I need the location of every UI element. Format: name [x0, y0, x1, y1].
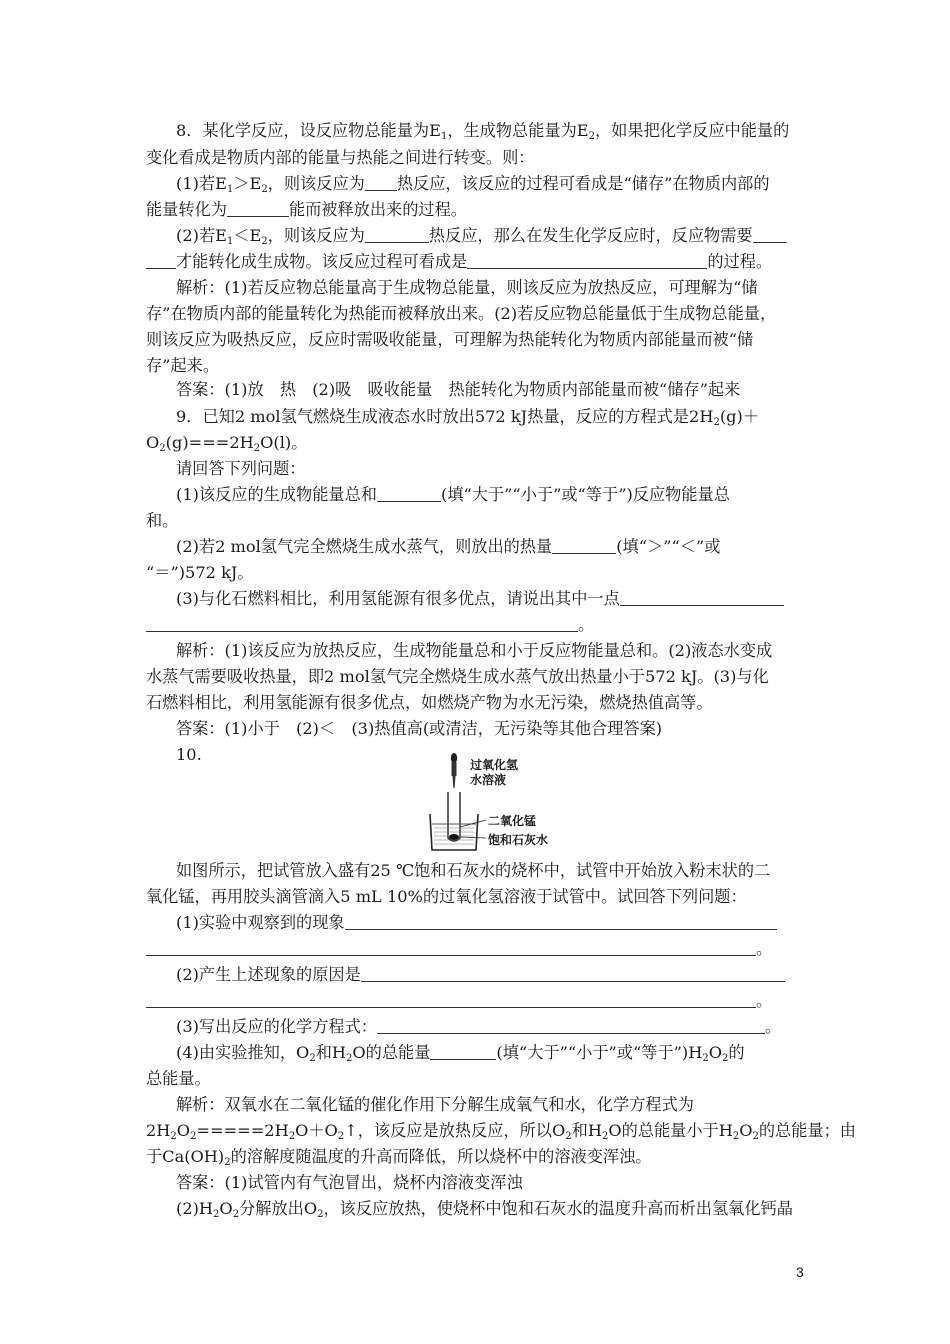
label-limewater: 饱和石灰水 — [488, 833, 549, 847]
q10-analysis-line3: 于$Ca(OH)_2$的溶解度随温度的升高而降低，所以烧杯中的溶液变浑浊。 — [146, 1147, 652, 1168]
q10-part1-line1: (1)实验中观察到的现象 — [176, 910, 777, 936]
q10-part4-line2: 总能量。 — [146, 1069, 211, 1088]
q9-part3-line2: 。 — [146, 612, 594, 638]
q9-part1-line1: (1)该反应的生成物能量总和 (填“大于”“小于”或“等于”)反应物能量总 — [176, 485, 730, 504]
q10-part2-line2: 。 — [146, 988, 772, 1014]
limewater-pointer — [460, 837, 486, 838]
q8-part2-line1: (2)若$E_1<E_2$，则该反应为 热反应，那么在发生化学反应时，反应物需要 — [176, 223, 787, 249]
q10-part4-line1: (4)由实验推知，$O_2$和$H_2O$的总能量 (填“大于”“小于”或“等于$”)H_2O_2$的 — [176, 1043, 745, 1064]
q10-answer-line2: $(2)H_2O_2$分解放出$O_2$，该反应放热，使烧杯中饱和石灰水的温度升高而析出氢氧化钙晶 — [176, 1199, 793, 1220]
q8-analysis-line4: 存”起来。 — [146, 356, 220, 375]
q10-stem-line2: 氧化锰，再用胶头滴管滴入5 mL 10%的过氧化氢溶液于试管中。试回答下列问题： — [146, 887, 747, 906]
q10-blank-4[interactable] — [430, 1041, 496, 1060]
q8-stem-line1: 8．某化学反应，设反应物总能量为$E_1$，生成物总能量为$E_2$，如果把化学反应中能量的 — [176, 121, 790, 142]
q8-blank-2[interactable] — [227, 198, 289, 217]
q10-stem-line1: 如图所示，把试管放入盛有25 ℃饱和石灰水的烧杯中，试管中开始放入粉末状的二 — [176, 861, 771, 880]
q8-blank-3[interactable] — [365, 224, 429, 243]
q8-analysis-line3: 则该反应为吸热反应，反应时需吸收能量，可理解为热能转化为物质内部能量而被“储 — [146, 330, 754, 349]
q9-analysis-line3: 石燃料相比，利用氢能源有很多优点，如燃烧产物为水无污染，燃烧热值高等。 — [146, 693, 713, 712]
q9-prompt: 请回答下列问题： — [176, 459, 306, 478]
page-number: 3 — [796, 1264, 804, 1280]
q10-blank-1[interactable] — [345, 911, 777, 930]
q10-analysis-line2: $2H_2O_2=====2H_2O+O_2↑$，该反应是放热反应，所以$O_2$和$H_2O$的总能量小于$H_2O_2$的总能量；由 — [146, 1121, 856, 1142]
q10-analysis-line1: 解析：双氧水在二氧化锰的催化作用下分解生成氧气和水，化学方程式为 — [176, 1095, 694, 1114]
q10-blank-1-cont[interactable] — [146, 937, 756, 956]
q10-blank-2-cont[interactable] — [146, 989, 756, 1008]
q8-part1-line2: 能量转化为 能而被释放出来的过程。 — [146, 200, 467, 219]
q10-part3: (3)写出反应的化学方程式： 。 — [176, 1017, 782, 1036]
test-tube-icon — [448, 792, 460, 841]
q9-blank-3[interactable] — [620, 587, 784, 606]
q10-blank-3[interactable] — [377, 1015, 765, 1034]
q9-part2-line1: (2)若2 mol氢气完全燃烧生成水蒸气，则放出的热量 (填“＞”“＜”或 — [176, 537, 721, 556]
q9-stem-line1: 9．已知2 mol氢气燃烧生成液态水时放出572 kJ热量，反应的方程式是$2H_2(g)+$ — [176, 407, 760, 428]
q8-part2-line2: 才能转化成生成物。该反应过程可看成是 的过程。 — [146, 249, 772, 275]
q8-analysis-line1: 解析：(1)若反应物总能量高于生成物总能量，则该反应为放热反应，可理解为“储 — [176, 278, 758, 297]
label-h2o2-line2: 水溶液 — [470, 773, 507, 787]
q9-analysis-line2: 水蒸气需要吸收热量，即2 mol氢气完全燃烧生成水蒸气放出热量小于572 kJ。(3)与化 — [146, 667, 769, 686]
label-h2o2-line1: 过氧化氢 — [470, 758, 519, 772]
q10-part1-line2: 。 — [146, 936, 772, 962]
q8-stem-line2: 变化看成是物质内部的能量与热能之间进行转变。则： — [146, 148, 535, 167]
q8-blank-4-cont[interactable] — [146, 250, 176, 269]
q9-analysis-line1: 解析：(1)该反应为放热反应，生成物能量总和小于反应物能量总和。(2)液态水变成 — [176, 641, 773, 660]
dropper-icon — [451, 753, 457, 788]
q10-blank-2[interactable] — [361, 963, 785, 982]
beaker-icon — [430, 814, 478, 850]
q9-answer: 答案：(1)小于 (2)＜ (3)热值高(或清洁，无污染等其他合理答案) — [176, 719, 663, 738]
q9-stem-line2: $O_2(g)===2H_2O(l)$。 — [146, 433, 308, 454]
q9-blank-1[interactable] — [377, 483, 441, 502]
q10-part2-line1: (2)产生上述现象的原因是 — [176, 962, 785, 988]
q10-answer-line1: 答案：(1)试管内有气泡冒出，烧杯内溶液变浑浊 — [176, 1173, 523, 1192]
mno2-powder-icon — [449, 834, 459, 840]
q9-part3-line1: (3)与化石燃料相比，利用氢能源有很多优点，请说出其中一点 — [176, 586, 784, 612]
q8-part1-line1: (1)若$E_1>E_2$，则该反应为 热反应，该反应的过程可看成是“储存”在物质内部的 — [176, 174, 770, 195]
experiment-figure — [416, 752, 566, 852]
q10-number: 10. — [176, 745, 202, 764]
q8-analysis-line2: 存”在物质内部的能量转化为热能而被释放出来。(2)若反应物总能量低于生成物总能量， — [146, 304, 777, 323]
q9-part2-line2: “＝”)572 kJ。 — [146, 563, 254, 582]
q9-part1-line2: 和。 — [146, 511, 179, 530]
q9-blank-2[interactable] — [552, 535, 616, 554]
q8-blank-1[interactable] — [365, 172, 397, 191]
label-mno2: 二氧化锰 — [488, 814, 537, 828]
q8-blank-5[interactable] — [467, 250, 707, 269]
q9-blank-3-cont[interactable] — [146, 613, 578, 632]
q8-answer: 答案：(1)放 热 (2)吸 吸收能量 热能转化为物质内部能量而被“储存”起来 — [176, 380, 741, 399]
q8-blank-4[interactable] — [753, 224, 787, 243]
